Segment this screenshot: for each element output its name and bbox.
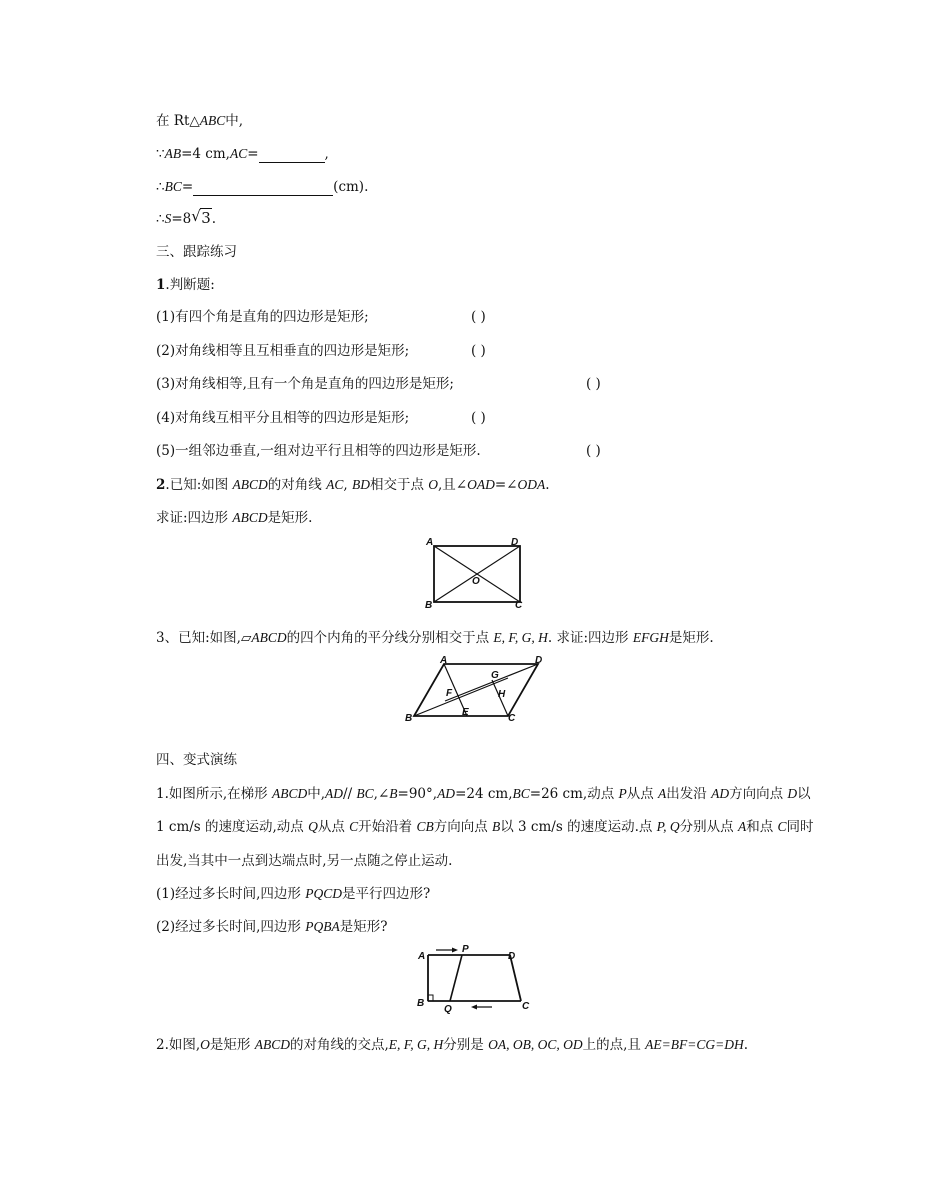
- fig3-label-a: A: [418, 951, 426, 962]
- p1-sub-2: (2)经过多长时间,四边形 PQBA是矩形?: [156, 919, 388, 935]
- judge-item-3: (3)对角线相等,且有一个角是直角的四边形是矩形;: [156, 376, 454, 392]
- p1-line-3: 出发,当其中一点到达端点时,另一点随之停止运动.: [156, 853, 453, 869]
- ac-blank[interactable]: [259, 148, 325, 163]
- fig3-label-b: B: [417, 998, 425, 1009]
- judge-answer-5[interactable]: ( ): [586, 443, 601, 459]
- fig1-label-a: A: [426, 537, 434, 548]
- fig1-label-d: D: [511, 537, 519, 548]
- fig3-label-p: P: [462, 944, 469, 955]
- bc-line: ∴BC= (cm).: [156, 179, 369, 195]
- fig2-label-b: B: [405, 713, 413, 724]
- fig3-label-d: D: [508, 951, 516, 962]
- judge-item-2: (2)对角线相等且互相垂直的四边形是矩形;: [156, 343, 410, 359]
- fig3-label-q: Q: [444, 1004, 452, 1015]
- judge-answer-3[interactable]: ( ): [586, 376, 601, 392]
- fig2-label-c: C: [508, 713, 516, 724]
- p1-line-2: 1 cm/s 的速度运动,动点 Q从点 C开始沿着 CB方向向点 B以 3 cm/s 的速度运动.点 P, Q分别从点 A和点 C同时: [156, 819, 814, 835]
- sqrt-three: √ 3: [191, 207, 211, 227]
- rt-line: 在 Rt△ABC中,: [156, 113, 244, 129]
- fig2-label-g: G: [491, 670, 499, 681]
- fig2-label-e: E: [462, 707, 469, 718]
- parallelogram-figure: [405, 655, 550, 727]
- p2-text: 2.如图,O是矩形 ABCD的对角线的交点,E, F, G, H分别是 OA, OB, OC, OD上的点,且 AE=BF=CG=DH.: [156, 1037, 749, 1053]
- fig2-label-a: A: [440, 655, 448, 666]
- q3-text: 3、已知:如图,▱ABCD的四个内角的平分线分别相交于点 E, F, G, H. 求证:四边形 EFGH是矩形.: [156, 630, 714, 646]
- q1-title: 1.判断题:: [156, 277, 215, 293]
- p1-line-1: 1.如图所示,在梯形 ABCD中,AD// BC,∠B=90°,AD=24 cm,BC=26 cm,动点 P从点 A出发沿 AD方向向点 D以: [156, 786, 811, 802]
- judge-answer-4[interactable]: ( ): [471, 410, 486, 426]
- p1-sub-1: (1)经过多长时间,四边形 PQCD是平行四边形?: [156, 886, 431, 902]
- fig1-label-c: C: [515, 600, 523, 611]
- fig3-label-c: C: [522, 1001, 530, 1012]
- ab-ac-line: ∵AB=4 cm,AC= ,: [156, 146, 329, 162]
- section-three-heading: 三、跟踪练习: [156, 244, 237, 260]
- trapezoid-figure: [414, 945, 539, 1013]
- q2-prove: 求证:四边形 ABCD是矩形.: [156, 510, 313, 526]
- fig2-label-h: H: [498, 689, 506, 700]
- judge-answer-2[interactable]: ( ): [471, 343, 486, 359]
- fig2-label-d: D: [535, 655, 543, 666]
- judge-item-5: (5)一组邻边垂直,一组对边平行且相等的四边形是矩形.: [156, 443, 481, 459]
- rectangle-figure: [422, 535, 532, 611]
- q2-text: 2.已知:如图 ABCD的对角线 AC, BD相交于点 O,且∠OAD=∠ODA.: [156, 477, 550, 493]
- judge-item-1: (1)有四个角是直角的四边形是矩形;: [156, 309, 369, 325]
- fig1-label-o: O: [472, 576, 480, 587]
- section-four-heading: 四、变式演练: [156, 752, 237, 768]
- fig1-label-b: B: [425, 600, 433, 611]
- bc-blank[interactable]: [193, 181, 333, 196]
- judge-answer-1[interactable]: ( ): [471, 309, 486, 325]
- area-line: ∴S=8 √ 3.: [156, 207, 217, 227]
- fig2-label-f: F: [446, 688, 453, 699]
- judge-item-4: (4)对角线互相平分且相等的四边形是矩形;: [156, 410, 410, 426]
